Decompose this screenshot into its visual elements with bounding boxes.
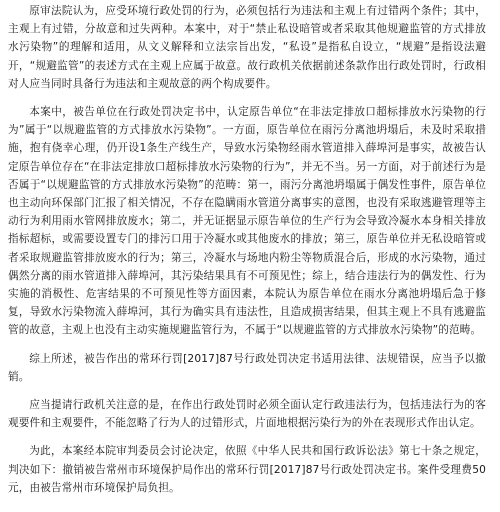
- paragraph-case-analysis: 本案中，被告单位在行政处罚决定书中，认定原告单位“在非法定排放口超标排放水污染物的行为”属于“以规避监管的方式排放水污染物”。一方面，原告单位在雨污分离池坍塌后，未及时采取措施，抱有侥幸心理，仍开设1条生产线生产，导致水污染物经雨水管道排入薛埠河是事实，故被告认定原告单位存在“在非法定排放口超标排放水污染物的行为”，并无不当。另一方面，对于前述行为是否属于“以规避监管的方式排放水污染物”的范畴：第一，雨污分离池坍塌属于偶发性事件，原告单位也主动向环保部门汇报了相关情况，不存在隐瞒雨水管道分离事实的意图，也没有采取逃避管理等主动行为利用雨水管网排放废水；第二，并无证据显示原告单位的生产行为会导致冷凝水本身相关排放指标超标，或需要设置专门的排污口用于冷凝水或其他废水的排放；第三，原告单位并无私设暗管或者采取规避监管排放废水的行为；第三，冷凝水与场地内粉尘等物质混合后，形成的水污染物，通过偶然分离的雨水管道排入薛埠河，其污染结果具有不可预见性；综上，结合违法行为的偶发性、行为实施的消极性、危害结果的不可预见性等方面因素，本院认为原告单位在雨水分离池坍塌后急于修复，导致水污染物流入薛埠河，其行为确实具有违法性，且造成损害结果，但其主观上不具有逃避监管的故意，主观上也没有主动实施规避监管行为，不属于“以规避监管的方式排放水污染物”的范畴。: [8, 106, 486, 337]
- paragraph-notice-to-agency: 应当提请行政机关注意的是，在作出行政处罚时必须全面认定行政违法行为，包括违法行为的客观要件和主观要件，不能忽略了行为人的过错形式，片面地根据污染行为的外在表现形式作出认定。: [8, 399, 486, 430]
- paragraph-judgment: 为此，本案经本院审判委员会讨论决定，依照《中华人民共和国行政诉讼法》第七十条之规定，判决如下：撤销被告常州市环境保护局作出的常环行罚[2017]87号行政处罚决定书。案件受理费50元，由被告常州市环境保护局负担。: [8, 445, 486, 494]
- paragraph-conclusion: 综上所述，被告作出的常环行罚[2017]87号行政处罚决定书适用法律、法规错误，应当予以撤销。: [8, 352, 486, 383]
- paragraph-court-reasoning: 原审法院认为，应受环境行政处罚的行为，必须包括行为违法和主观上有过错两个条件；其中，主观上有过错，分故意和过失两种。本案中，对于“禁止私设暗管或者采取其他规避监管的方式排放水污染物”的理解和适用，从文义解释和立法宗旨出发，“私设”是指私自设立，“规避”是指设法避开，“规避监管”的表述方式在主观上应属于故意。故行政机关依据前述条款作出行政处罚时，行政相对人应当同时具备行为违法和主观故意的两个构成要件。: [8, 5, 486, 90]
